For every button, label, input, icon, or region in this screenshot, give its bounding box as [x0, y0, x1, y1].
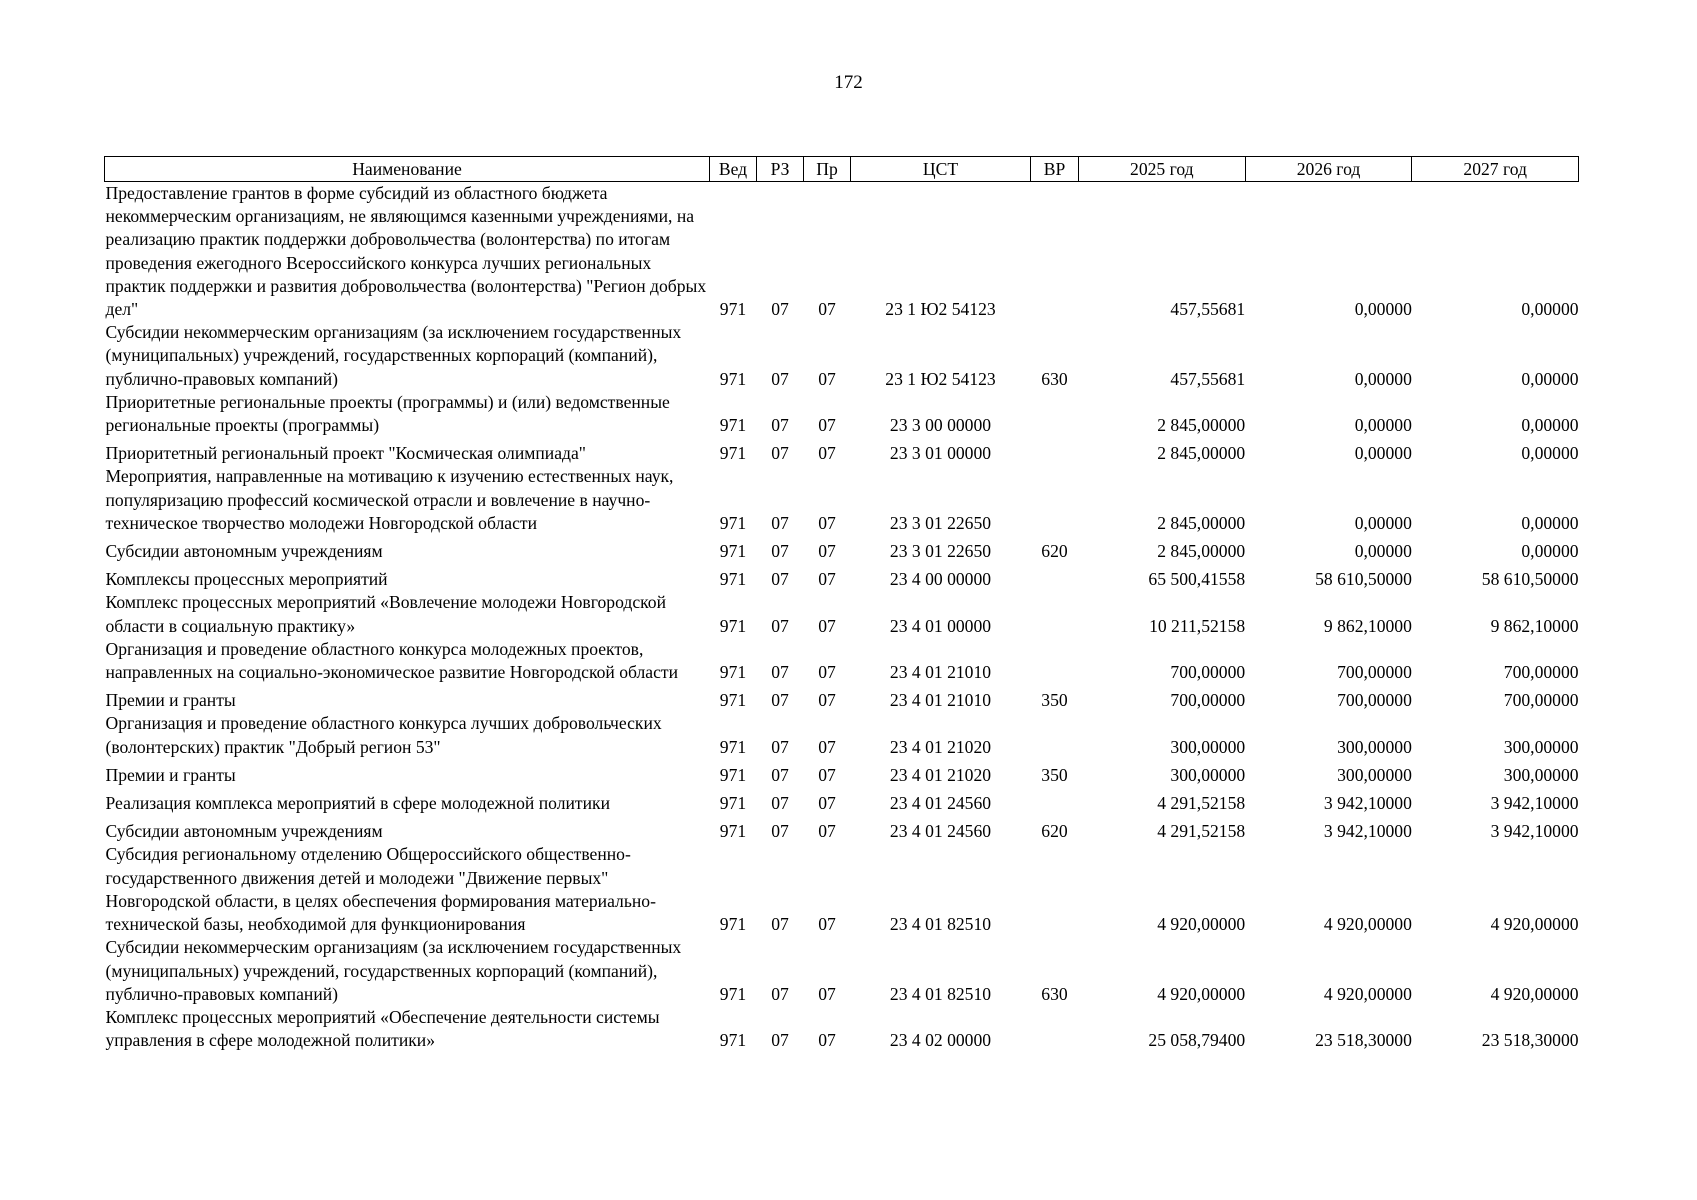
- row-name: Реализация комплекса мероприятий в сфере молодежной политики: [105, 793, 610, 814]
- row-2026: 0,00000: [1354, 368, 1412, 389]
- row-2025: 10 211,52158: [1149, 615, 1246, 636]
- row-rz: 07: [771, 764, 789, 785]
- header-2026: 2026 год: [1245, 157, 1412, 182]
- row-2025: 457,55681: [1170, 368, 1246, 389]
- row-cst: 23 4 01 82510: [889, 914, 992, 935]
- row-name: Предоставление грантов в форме субсидий из областного бюджета некоммерческим организациям, не являющимся казенными учреждениями, на реализацию практик поддержки добровольчества (волонтерства) по итогам проведения ежегодного Всероссийского конкурса лучших региональных практик поддержки и развития добровольчества (волонтерства) "Регион добрых дел": [105, 183, 707, 320]
- row-name: Комплекс процессных мероприятий «Вовлечение молодежи Новгородской области в социальную практику»: [105, 592, 667, 636]
- row-rz: 07: [771, 569, 789, 590]
- row-pr: 07: [818, 662, 836, 683]
- table-header: [105, 157, 1579, 182]
- row-ved: 971: [719, 415, 747, 436]
- row-2025: 2 845,00000: [1157, 415, 1246, 436]
- header-2027: 2027 год: [1412, 157, 1579, 182]
- row-2026: 0,00000: [1354, 443, 1412, 464]
- row-2026: 700,00000: [1337, 690, 1412, 711]
- row-cst: 23 3 00 00000: [889, 415, 992, 436]
- row-ved: 971: [719, 443, 747, 464]
- row-2027: 3 942,10000: [1490, 793, 1579, 814]
- table-row: [105, 391, 1579, 437]
- row-name: Организация и проведение областного конкурса лучших добровольческих (волонтерских) практик "Добрый регион 53": [105, 713, 662, 757]
- row-rz: 07: [771, 443, 789, 464]
- row-ved: 971: [719, 793, 747, 814]
- row-name: Организация и проведение областного конкурса молодежных проектов, направленных на социально-экономическое развитие Новгородской области: [105, 638, 679, 683]
- row-pr: 07: [818, 569, 836, 590]
- header-2025: 2025 год: [1079, 157, 1246, 182]
- row-cst: 23 4 00 00000: [889, 569, 992, 590]
- row-vr: 620: [1041, 541, 1068, 562]
- row-2027: 0,00000: [1521, 443, 1579, 464]
- row-vr: [1031, 787, 1079, 815]
- table-body: [105, 182, 1579, 1053]
- row-cst: 23 4 02 00000: [889, 1030, 992, 1051]
- page-number: 172: [834, 72, 863, 93]
- row-cst: 23 4 01 21020: [889, 736, 992, 757]
- header-rz: РЗ: [757, 157, 804, 182]
- budget-table: [104, 156, 1579, 1052]
- row-2027: 300,00000: [1503, 764, 1579, 785]
- row-cst: 23 4 01 21010: [889, 662, 992, 683]
- row-cst: 23 4 01 21010: [889, 690, 992, 711]
- row-ved: 971: [719, 569, 747, 590]
- row-vr: [1031, 843, 1079, 936]
- row-ved: 971: [719, 512, 747, 533]
- row-pr: 07: [818, 368, 836, 389]
- row-cst: 23 4 01 82510: [889, 983, 992, 1004]
- row-pr: 07: [818, 914, 836, 935]
- row-rz: 07: [771, 415, 789, 436]
- row-name: Комплексы процессных мероприятий: [105, 569, 388, 590]
- row-ved: 971: [719, 736, 747, 757]
- row-vr: [1031, 437, 1079, 465]
- table-row: [105, 638, 1579, 684]
- row-rz: 07: [771, 690, 789, 711]
- row-name: Премии и гранты: [105, 764, 236, 785]
- row-2025: 4 920,00000: [1157, 914, 1246, 935]
- row-ved: 971: [719, 1030, 747, 1051]
- row-ved: 971: [719, 541, 747, 562]
- row-pr: 07: [818, 736, 836, 757]
- row-2026: 23 518,30000: [1315, 1030, 1412, 1051]
- table-row: [105, 563, 1579, 591]
- row-2025: 4 291,52158: [1157, 821, 1246, 842]
- row-pr: 07: [818, 615, 836, 636]
- row-vr: [1031, 712, 1079, 758]
- row-vr: [1031, 638, 1079, 684]
- row-ved: 971: [719, 764, 747, 785]
- row-2027: 58 610,50000: [1481, 569, 1579, 590]
- row-cst: 23 4 01 21020: [889, 764, 992, 785]
- row-name: Комплекс процессных мероприятий «Обеспечение деятельности системы управления в сфере молодежной политики»: [105, 1006, 660, 1051]
- row-rz: 07: [771, 914, 789, 935]
- table-row: [105, 787, 1579, 815]
- row-2027: 3 942,10000: [1490, 821, 1579, 842]
- row-rz: 07: [771, 1030, 789, 1051]
- row-name: Субсидии автономным учреждениям: [105, 541, 383, 562]
- row-pr: 07: [818, 512, 836, 533]
- row-vr: [1031, 563, 1079, 591]
- table-row: [105, 591, 1579, 637]
- header-vr: ВР: [1031, 157, 1079, 182]
- header-cst: ЦСТ: [851, 157, 1031, 182]
- row-cst: 23 3 01 00000: [889, 443, 992, 464]
- row-2025: 300,00000: [1170, 764, 1246, 785]
- row-2025: 2 845,00000: [1157, 541, 1246, 562]
- table-row: [105, 759, 1579, 787]
- row-rz: 07: [771, 615, 789, 636]
- table-row: [105, 684, 1579, 712]
- table-row: [105, 843, 1579, 936]
- row-2026: 3 942,10000: [1323, 821, 1412, 842]
- row-2027: 0,00000: [1521, 415, 1579, 436]
- row-rz: 07: [771, 662, 789, 683]
- row-rz: 07: [771, 983, 789, 1004]
- row-2027: 700,00000: [1503, 662, 1579, 683]
- table-row: [105, 182, 1579, 322]
- row-2027: 4 920,00000: [1490, 914, 1579, 935]
- row-2027: 0,00000: [1521, 368, 1579, 389]
- row-2027: 0,00000: [1521, 299, 1579, 320]
- row-pr: 07: [818, 690, 836, 711]
- row-2026: 300,00000: [1337, 736, 1412, 757]
- row-vr: 630: [1041, 983, 1068, 1004]
- row-cst: 23 4 01 24560: [889, 821, 992, 842]
- row-cst: 23 4 01 24560: [889, 793, 992, 814]
- row-2026: 0,00000: [1354, 512, 1412, 533]
- row-2025: 4 920,00000: [1157, 983, 1246, 1004]
- row-name: Субсидии некоммерческим организациям (за исключением государственных (муниципальных) учреждений, государственных корпораций (компаний), публично-правовых компаний): [105, 937, 682, 1004]
- row-2025: 2 845,00000: [1157, 512, 1246, 533]
- row-2026: 0,00000: [1354, 541, 1412, 562]
- row-ved: 971: [719, 662, 747, 683]
- row-vr: [1031, 182, 1079, 322]
- row-2026: 300,00000: [1337, 764, 1412, 785]
- row-pr: 07: [818, 821, 836, 842]
- row-pr: 07: [818, 443, 836, 464]
- table-row: [105, 321, 1579, 391]
- row-2027: 300,00000: [1503, 736, 1579, 757]
- row-rz: 07: [771, 368, 789, 389]
- row-2027: 700,00000: [1503, 690, 1579, 711]
- row-2027: 23 518,30000: [1481, 1030, 1579, 1051]
- row-name: Субсидии автономным учреждениям: [105, 821, 383, 842]
- row-ved: 971: [719, 615, 747, 636]
- row-2027: 0,00000: [1521, 541, 1579, 562]
- row-2027: 4 920,00000: [1490, 983, 1579, 1004]
- row-vr: [1031, 591, 1079, 637]
- row-2025: 65 500,41558: [1148, 569, 1246, 590]
- row-pr: 07: [818, 541, 836, 562]
- row-2026: 0,00000: [1354, 299, 1412, 320]
- table-row: [105, 437, 1579, 465]
- row-ved: 971: [719, 914, 747, 935]
- row-rz: 07: [771, 736, 789, 757]
- row-cst: 23 1 Ю2 54123: [885, 299, 996, 320]
- row-2025: 4 291,52158: [1157, 793, 1246, 814]
- row-ved: 971: [719, 299, 747, 320]
- row-vr: 350: [1041, 690, 1068, 711]
- row-name: Приоритетные региональные проекты (программы) и (или) ведомственные региональные проекты (программы): [105, 391, 670, 436]
- table-row: [105, 815, 1579, 843]
- table-row: [105, 936, 1579, 1006]
- row-name: Субсидии некоммерческим организациям (за исключением государственных (муниципальных) учреждений, государственных корпораций (компаний), публично-правовых компаний): [105, 322, 682, 389]
- row-vr: [1031, 1006, 1079, 1052]
- row-ved: 971: [719, 368, 747, 389]
- row-cst: 23 3 01 22650: [889, 512, 992, 533]
- table-row: [105, 1006, 1579, 1052]
- table-row: [105, 465, 1579, 535]
- row-2025: 700,00000: [1170, 690, 1246, 711]
- row-cst: 23 4 01 00000: [889, 615, 992, 636]
- row-rz: 07: [771, 299, 789, 320]
- row-ved: 971: [719, 983, 747, 1004]
- header-ved: Вед: [710, 157, 757, 182]
- row-2025: 457,55681: [1170, 299, 1246, 320]
- row-pr: 07: [818, 764, 836, 785]
- row-2026: 9 862,10000: [1323, 615, 1412, 636]
- row-ved: 971: [719, 690, 747, 711]
- row-name: Приоритетный региональный проект "Космическая олимпиада": [105, 443, 586, 464]
- table-row: [105, 712, 1579, 758]
- header-name: Наименование: [105, 157, 710, 182]
- row-name: Субсидия региональному отделению Общероссийского общественно-государственного движения детей и молодежи "Движение первых" Новгородской области, в целях обеспечения формирования материально-технической базы, необходимой для функционирования: [105, 844, 656, 935]
- row-vr: 630: [1041, 368, 1068, 389]
- row-pr: 07: [818, 415, 836, 436]
- row-2026: 58 610,50000: [1315, 569, 1412, 590]
- row-2027: 9 862,10000: [1490, 615, 1579, 636]
- header-pr: Пр: [804, 157, 851, 182]
- row-rz: 07: [771, 541, 789, 562]
- header-row: [105, 157, 1579, 182]
- row-rz: 07: [771, 512, 789, 533]
- table-row: [105, 535, 1579, 563]
- row-vr: 620: [1041, 821, 1068, 842]
- row-2025: 300,00000: [1170, 736, 1246, 757]
- row-pr: 07: [818, 983, 836, 1004]
- row-pr: 07: [818, 1030, 836, 1051]
- row-name: Мероприятия, направленные на мотивацию к изучению естественных наук, популяризацию профессий космической отрасли и вовлечение в научно-техническое творчество молодежи Новгородской области: [105, 466, 674, 533]
- row-2026: 700,00000: [1337, 662, 1412, 683]
- row-cst: 23 1 Ю2 54123: [885, 368, 996, 389]
- row-2025: 25 058,79400: [1148, 1030, 1246, 1051]
- row-2026: 4 920,00000: [1323, 983, 1412, 1004]
- row-vr: 350: [1041, 764, 1068, 785]
- row-2025: 2 845,00000: [1157, 443, 1246, 464]
- row-cst: 23 3 01 22650: [889, 541, 992, 562]
- row-pr: 07: [818, 299, 836, 320]
- row-rz: 07: [771, 793, 789, 814]
- row-name: Премии и гранты: [105, 690, 236, 711]
- row-rz: 07: [771, 821, 789, 842]
- row-2027: 0,00000: [1521, 512, 1579, 533]
- row-ved: 971: [719, 821, 747, 842]
- row-2025: 700,00000: [1170, 662, 1246, 683]
- row-vr: [1031, 391, 1079, 437]
- row-vr: [1031, 465, 1079, 535]
- row-2026: 0,00000: [1354, 415, 1412, 436]
- row-2026: 4 920,00000: [1323, 914, 1412, 935]
- row-2026: 3 942,10000: [1323, 793, 1412, 814]
- row-pr: 07: [818, 793, 836, 814]
